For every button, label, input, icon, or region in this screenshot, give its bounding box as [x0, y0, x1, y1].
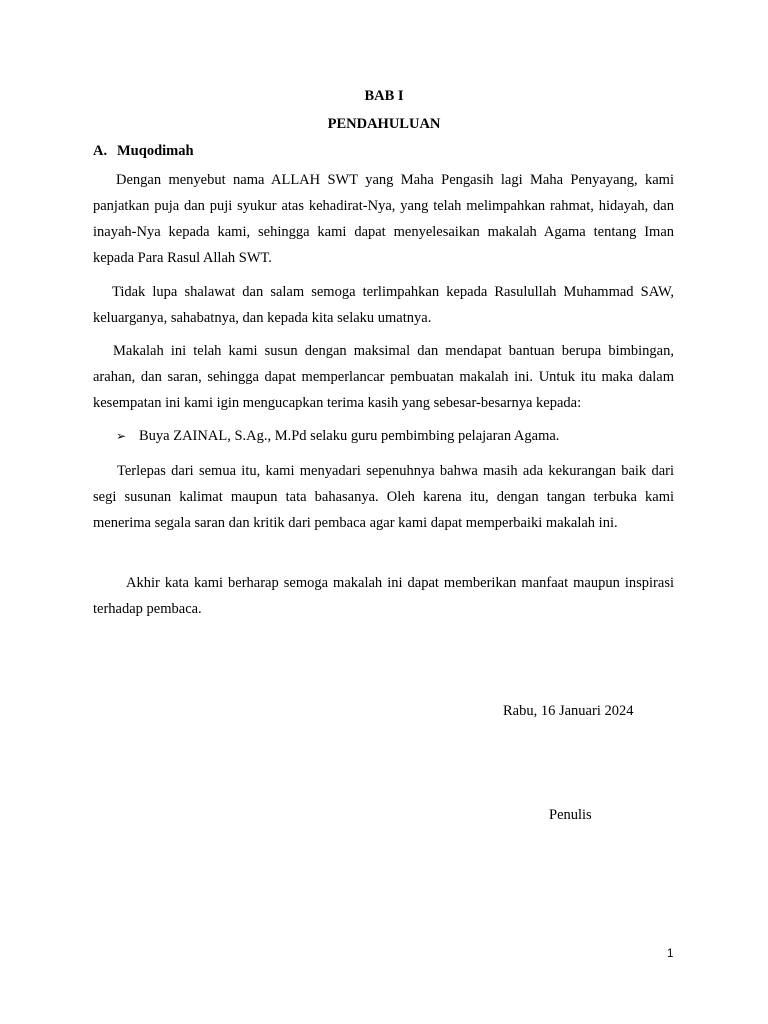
list-item — [116, 423, 559, 449]
paragraph-acknowledgement: Makalah ini telah kami susun dengan maksimal dan mendapat bantuan berupa bimbingan, arahan, dan saran, sehingga dapat memperlancar pembuatan makalah ini. Untuk itu maka dalam kesempatan ini kami igin mengucapkan terima kasih yang sebesar-besarnya kepada: — [93, 343, 674, 411]
paragraph-opening: Dengan menyebut nama ALLAH SWT yang Maha Pengasih lagi Maha Penyayang, kami panjatkan puja dan puji syukur atas kehadirat-Nya, yang telah melimpahkan rahmat, hidayah, dan inayah-Nya kepada kami, sehingga kami dapat menyelesaikan makalah Agama tentang Iman kepada Para Rasul Allah SWT. — [93, 172, 674, 266]
signature-date: Rabu, 16 Januari 2024 — [503, 703, 634, 719]
section-heading — [93, 143, 194, 160]
chapter-title: PENDAHULUAN — [327, 116, 441, 132]
signature-author: Penulis — [549, 807, 592, 823]
paragraph-closing: Akhir kata kami berharap semoga makalah ini dapat memberikan manfaat maupun inspirasi terhadap pembaca. — [93, 575, 674, 617]
paragraph-shalawat: Tidak lupa shalawat dan salam semoga terlimpahkan kepada Rasulullah Muhammad SAW, keluarganya, sahabatnya, dan kepada kita selaku umatnya. — [93, 284, 674, 326]
section-letter: A. — [93, 143, 108, 159]
chapter-label: BAB I — [364, 88, 404, 104]
page-number: 1 — [667, 948, 674, 960]
paragraph-shortcomings: Terlepas dari semua itu, kami menyadari sepenuhnya bahwa masih ada kekurangan baik dari segi susunan kalimat maupun tata bahasanya. Oleh karena itu, dengan tangan terbuka kami menerima segala saran dan kritik dari pembaca agar kami dapat memperbaiki makalah ini. — [93, 463, 674, 531]
arrow-bullet-icon: ➢ — [116, 429, 127, 443]
section-title: Muqodimah — [117, 143, 194, 159]
list-item-text: Buya ZAINAL, S.Ag., M.Pd selaku guru pembimbing pelajaran Agama. — [139, 428, 560, 444]
